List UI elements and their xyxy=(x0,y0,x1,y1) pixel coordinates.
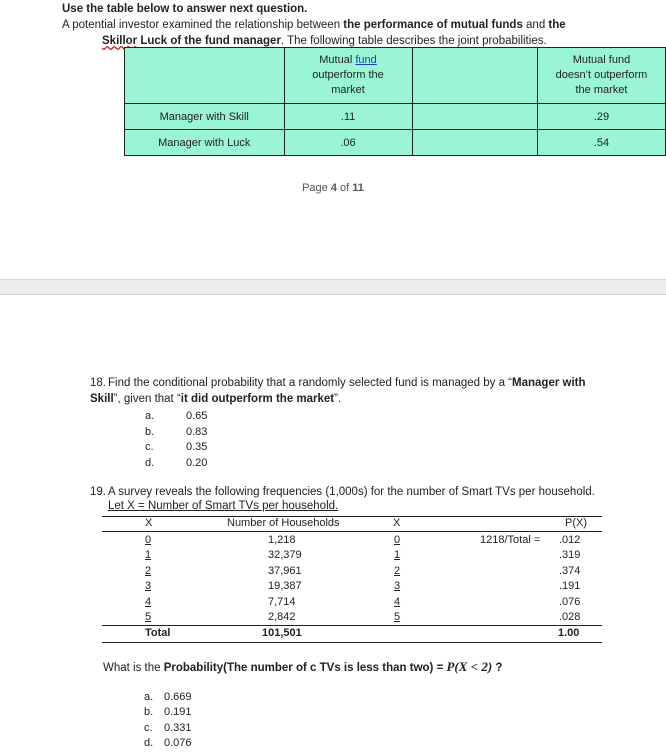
row-x: 5 xyxy=(145,611,152,623)
let-x-definition: Let X = Number of Smart TVs per household. xyxy=(108,500,339,512)
row-value-outperform: .11 xyxy=(284,104,412,130)
option-letter: a. xyxy=(144,691,154,703)
row-label: Manager with Skill xyxy=(125,104,285,130)
question-prefix: What is the xyxy=(103,662,164,674)
table-bottom-rule xyxy=(102,642,602,643)
table-top-rule xyxy=(102,516,602,517)
option-letter: c. xyxy=(144,722,153,734)
row-px: .012 xyxy=(559,534,581,546)
option-letter: c. xyxy=(145,441,154,453)
table-row xyxy=(125,104,666,130)
row-households: 2,842 xyxy=(268,611,296,623)
option-value: 0.669 xyxy=(164,691,192,703)
row-households: 7,714 xyxy=(268,596,296,608)
row-value-not-outperform: .54 xyxy=(537,130,665,156)
row-value-outperform: .06 xyxy=(284,130,412,156)
q19-option-d[interactable] xyxy=(144,737,192,749)
row-x: 2 xyxy=(145,565,152,577)
question-text: A survey reveals the following frequencies (1,000s) for the number of Smart TVs per household. xyxy=(108,486,595,498)
row-px: .076 xyxy=(559,596,581,608)
intro-text: A potential investor examined the relationship between xyxy=(62,19,344,31)
row-x2: 0 xyxy=(394,534,401,546)
total-px: 1.00 xyxy=(558,627,580,639)
row-households: 37,961 xyxy=(268,565,302,577)
page-heading: Use the table below to answer next question. xyxy=(62,3,308,15)
row-x: 4 xyxy=(145,596,152,608)
intro-skillor-word: Skillor xyxy=(102,34,138,47)
option-value: 0.83 xyxy=(186,426,208,438)
col-header-x2: X xyxy=(393,517,401,529)
page-current: 4 xyxy=(330,182,337,194)
option-letter: d. xyxy=(144,737,154,749)
row-x2: 4 xyxy=(394,596,401,608)
col-header-households: Number of Households xyxy=(227,517,340,529)
row-px: .374 xyxy=(559,565,581,577)
table-spacer-cell xyxy=(412,130,537,156)
option-value: 0.65 xyxy=(186,410,208,422)
intro-text: . The following table describes the joint probabilities. xyxy=(280,34,547,47)
option-value: 0.076 xyxy=(164,737,192,749)
row-x2: 2 xyxy=(394,565,401,577)
question-text: ”. xyxy=(334,392,342,405)
row-px: .319 xyxy=(559,549,581,561)
header-text: the market xyxy=(575,84,628,96)
col-header-x: X xyxy=(145,517,153,529)
header-outperform xyxy=(284,48,412,104)
header-text: Mutual xyxy=(319,54,356,66)
row-x2: 3 xyxy=(394,580,401,592)
intro-text: and xyxy=(522,19,549,31)
header-rule xyxy=(102,531,602,532)
question-text: Find the conditional probability that a randomly selected fund is managed by a “ xyxy=(108,377,513,389)
option-letter: a. xyxy=(145,410,155,422)
table-spacer-cell xyxy=(412,48,537,104)
question-18 xyxy=(90,376,610,407)
option-letter: d. xyxy=(145,457,155,469)
header-text: doesn’t outperform xyxy=(555,69,648,81)
option-value: 0.35 xyxy=(186,441,208,453)
option-letter: b. xyxy=(144,706,154,718)
question-bold: it did outperform the market xyxy=(180,392,335,405)
question-bold: Probability(The number of c TVs is less than two) = xyxy=(163,662,447,674)
header-text: market xyxy=(331,84,365,96)
row-households: 1,218 xyxy=(268,534,296,546)
q19-option-c[interactable] xyxy=(144,722,192,734)
col-header-px: P(X) xyxy=(565,517,587,529)
table-spacer-cell xyxy=(412,104,537,130)
option-value: 0.20 xyxy=(186,457,208,469)
row-px: .191 xyxy=(559,580,581,592)
total-label: Total xyxy=(145,627,171,639)
question-number: 18. xyxy=(90,377,106,389)
option-value: 0.331 xyxy=(164,722,192,734)
row-label: Manager with Luck xyxy=(125,130,285,156)
page-break-gap xyxy=(0,279,666,295)
page-of: of xyxy=(336,182,353,194)
row-x2: 5 xyxy=(394,611,401,623)
header-not-outperform xyxy=(537,48,665,104)
row-households: 32,379 xyxy=(268,549,302,561)
intro-bold-performance: the performance of mutual funds xyxy=(343,19,523,31)
row-px: .028 xyxy=(559,611,581,623)
table-corner-cell xyxy=(125,48,285,104)
option-value: 0.191 xyxy=(164,706,192,718)
intro-bold-the: the xyxy=(548,19,566,31)
page-total: 11 xyxy=(352,182,364,194)
question-19 xyxy=(90,485,610,501)
header-text: outperform the xyxy=(312,69,384,81)
q19-question xyxy=(103,659,502,675)
page-prefix: Page xyxy=(302,182,331,194)
question-suffix: ? xyxy=(492,662,503,674)
question-text: ”, given that “ xyxy=(113,392,181,405)
row-x: 3 xyxy=(145,580,152,592)
option-letter: b. xyxy=(145,426,155,438)
fund-link[interactable]: fund xyxy=(355,54,377,66)
question-number: 19. xyxy=(90,486,106,498)
question-math: P(X < 2) xyxy=(446,659,493,674)
row-households: 19,387 xyxy=(268,580,302,592)
row-value-not-outperform: .29 xyxy=(537,104,665,130)
header-text: Mutual fund xyxy=(572,54,631,66)
total-rule xyxy=(102,625,602,626)
total-households: 101,501 xyxy=(262,627,302,639)
intro-bold-luck: Luck of the fund manager xyxy=(137,34,281,47)
q19-option-b[interactable] xyxy=(144,706,192,718)
row-x2: 1 xyxy=(394,549,401,561)
page-number xyxy=(0,182,666,194)
row-x: 0 xyxy=(145,534,152,546)
row-x: 1 xyxy=(145,549,152,561)
joint-probability-table xyxy=(124,47,666,156)
intro-paragraph xyxy=(62,18,642,49)
formula-note: 1218/Total = xyxy=(480,534,541,546)
question-bold: Manager with Skill xyxy=(90,377,586,405)
q19-option-a[interactable] xyxy=(144,691,192,703)
table-row xyxy=(125,130,666,156)
